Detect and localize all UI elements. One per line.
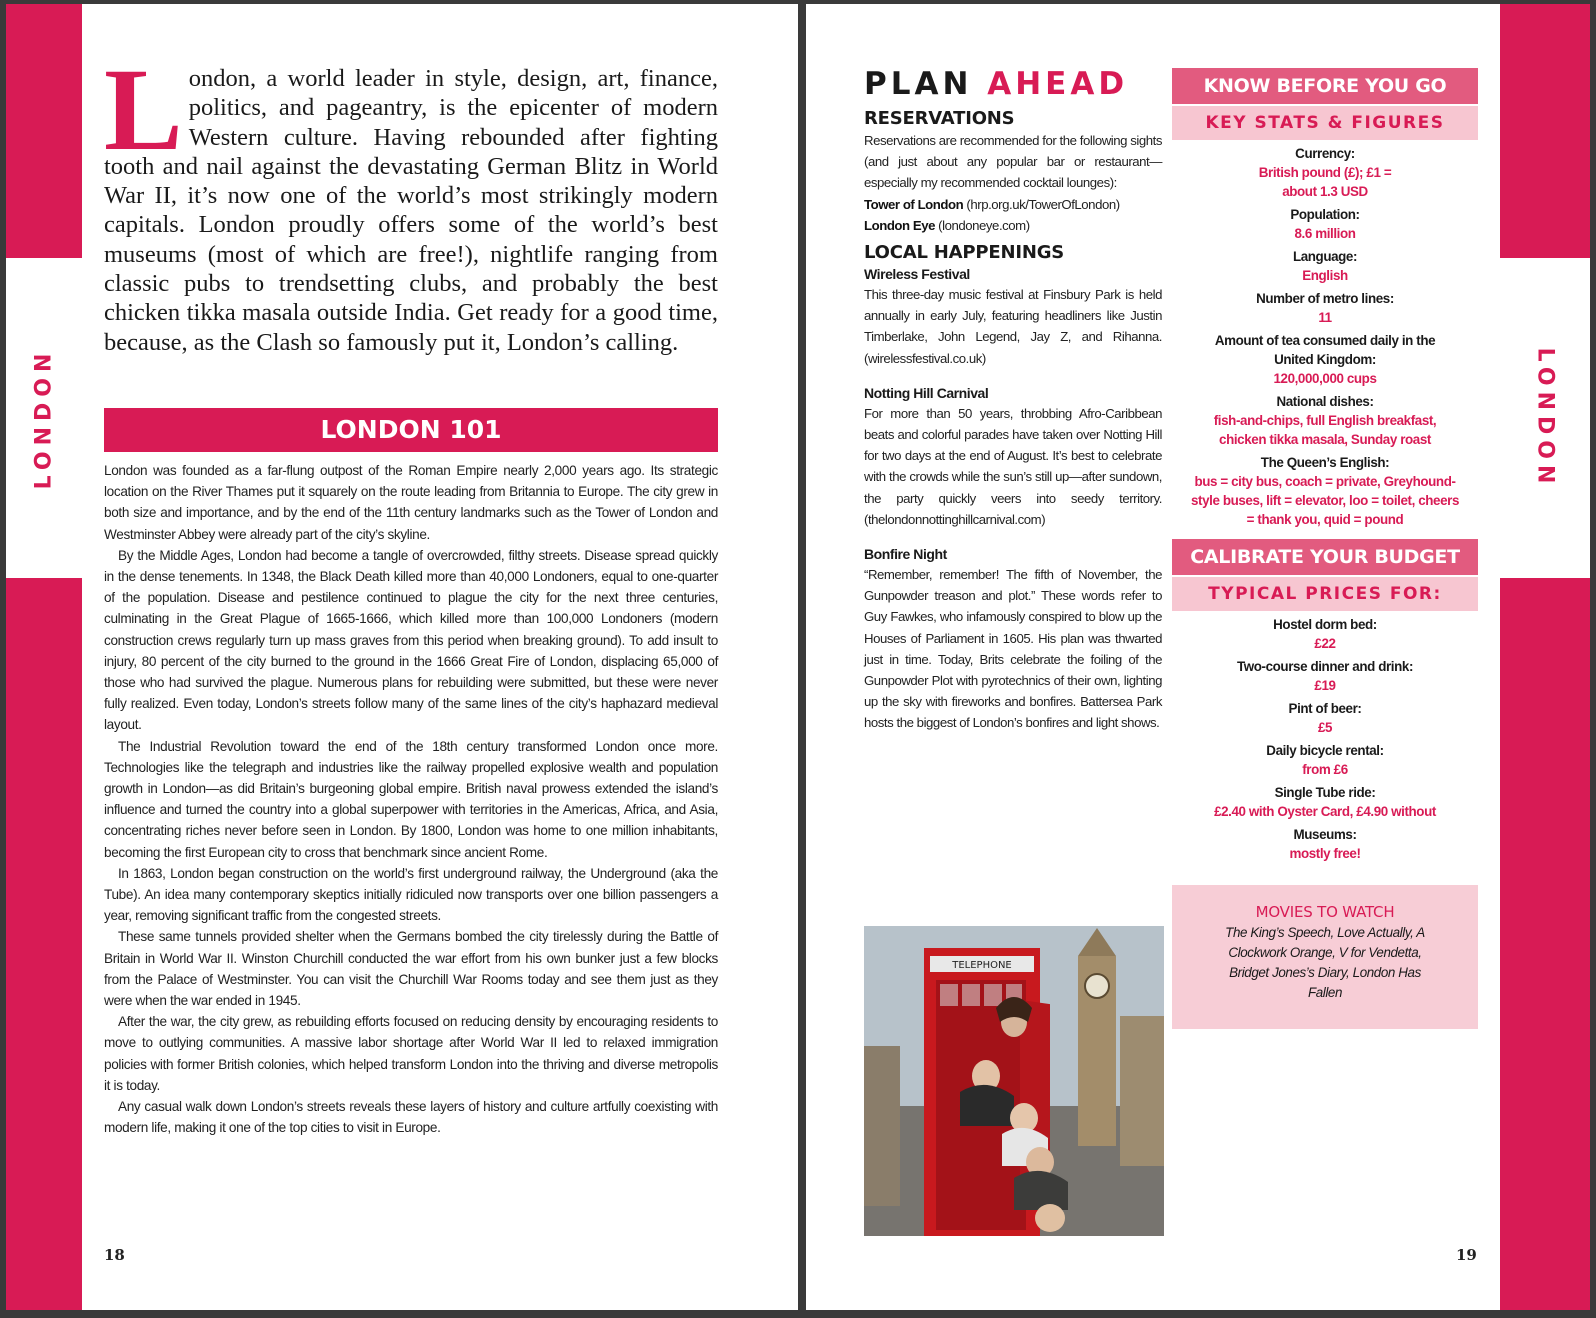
page-number: 18 <box>104 1246 125 1264</box>
stat-item <box>1172 453 1478 529</box>
price-item <box>1172 699 1478 737</box>
price-item <box>1172 825 1478 863</box>
price-item <box>1172 615 1478 653</box>
stat-label: Currency: <box>1295 146 1355 161</box>
price-value: £5 <box>1317 720 1333 735</box>
event-text: “Remember, remember! The fifth of November, the Gunpowder treason and plot.” These words refer to Guy Fawkes, who infamously conspired to blow up the Houses of Parliament in 1605. His plan was thwarted just in time. Today, Brits celebrate the foiling of the Gunpowder Plot with pyrotechnics of their own, lighting up the sky with fireworks and bonfires. Battersea Park hosts the biggest of London’s bonfires and light shows. <box>864 567 1162 731</box>
side-tab-label: LONDON <box>31 347 57 489</box>
side-tab <box>1500 258 1590 578</box>
happenings-title: LOCAL HAPPENINGS <box>864 242 1065 264</box>
stat-item <box>1172 392 1478 449</box>
price-value: £19 <box>1314 678 1336 693</box>
stat-value: 120,000,000 cups <box>1273 371 1377 386</box>
reservations-text: Reservations are recommended for the following sights (and just about any popular bar or restaurant—especially my recommended cocktail lounges): <box>864 133 1162 191</box>
heading-word-ahead: AHEAD <box>987 66 1129 102</box>
stat-label: Amount of tea consumed daily in the United Kingdom: <box>1214 333 1436 367</box>
plan-ahead-heading <box>864 66 1128 102</box>
price-value: mostly free! <box>1289 846 1361 861</box>
sidebar <box>1172 68 1478 1029</box>
paragraph: After the war, the city grew, as rebuilding efforts focused on reducing density by encouraging residents to move to outlying communities. A massive labor shortage after World War II led to relaxed immigration policies with former British colonies, which helped transform London into the thriving and diverse metropolis it is today. <box>104 1014 718 1093</box>
event-name: Bonfire Night <box>864 546 947 563</box>
stat-item <box>1172 205 1478 243</box>
intro-text: ondon, a world leader in style, design, art, finance, politics, and pageantry, is the epicenter of modern Western culture. Having rebounded after fighting tooth and nail against the devastating German Blitz in World War II, it’s now one of the world’s most strikingly modern capitals. London proudly offers some of the world’s best museums (most of which are free!), nightlife ranging from classic pubs to trendsetting clubs, and probably the best chicken tikka masala outside India. Get ready for a good time, because, as the Clash so famously put it, London’s calling. <box>104 65 718 356</box>
stat-value: fish-and-chips, full English breakfast, chicken tikka masala, Sunday roast <box>1213 413 1437 447</box>
stat-label: The Queen’s English: <box>1260 455 1390 470</box>
intro-paragraph <box>104 44 718 357</box>
edge-bar-bottom <box>6 578 82 1310</box>
phone-box-sign: TELEPHONE <box>952 960 1012 971</box>
price-item <box>1172 741 1478 779</box>
price-label: Single Tube ride: <box>1274 785 1376 800</box>
movies-box <box>1172 885 1478 1029</box>
event-text: For more than 50 years, throbbing Afro-Caribbean beats and colorful parades have taken over Notting Hill for two days at the end of August. It’s best to celebrate with the crowds while the sun’s still up—after sundown, the party quickly veers into seedy territory. (thelondonnottinghillcarnival.com) <box>864 405 1162 527</box>
price-value: £22 <box>1314 636 1336 651</box>
side-tab <box>6 258 82 578</box>
budget-band: CALIBRATE YOUR BUDGET <box>1172 539 1478 575</box>
price-value: £2.40 with Oyster Card, £4.90 without <box>1214 804 1436 819</box>
paragraph: Any casual walk down London’s streets reveals these layers of history and culture artfully coexisting with modern life, making it one of the top cities to visit in Europe. <box>104 1099 718 1136</box>
stat-item <box>1172 331 1478 388</box>
stat-label: Population: <box>1290 207 1360 222</box>
event-name: Notting Hill Carnival <box>864 384 989 401</box>
plan-column <box>864 108 1162 734</box>
know-before-band: KNOW BEFORE YOU GO <box>1172 68 1478 104</box>
drop-cap: L <box>104 44 183 175</box>
stat-item <box>1172 289 1478 327</box>
left-page <box>6 4 798 1310</box>
price-label: Museums: <box>1293 827 1357 842</box>
reservation-detail: (londoneye.com) <box>934 217 1030 233</box>
key-stats-band: KEY STATS & FIGURES <box>1172 106 1478 140</box>
event-name: Wireless Festival <box>864 266 970 283</box>
stat-item <box>1172 144 1478 201</box>
movies-list: The King’s Speech, Love Actually, A Clockwork Orange, V for Vendetta, Bridget Jones’s Diary, London Has Fallen <box>1225 925 1425 1000</box>
stat-value: English <box>1302 268 1348 283</box>
side-tab-label: LONDON <box>1532 347 1558 489</box>
photo-illustration <box>864 926 1164 1236</box>
paragraph: By the Middle Ages, London had become a tangle of overcrowded, filthy streets. Disease spread quickly in the dense tenements. In 1348, the Black Death killed more than 40,000 Londoners, equal to one-quarter of the population. Disease and pestilence continued to plague the city for the next three centuries, culminating in the Great Plague of 1665-1666, which killed more than 100,000 Londoners (modern construction crews regularly turn up mass graves from this period when breaking ground). To add insult to injury, 80 percent of the city burned to the ground in the 1666 Great Fire of London, displacing 65,000 of those who had survived the plague. Numerous plans for rebuilding were submitted, but these were never fully realized. Even today, London’s streets follow many of the same lines of the city’s haphazard medieval layout. <box>104 547 718 733</box>
movies-title: MOVIES TO WATCH <box>1255 903 1395 921</box>
page-number: 19 <box>1456 1246 1477 1264</box>
stat-value: 8.6 million <box>1294 226 1356 241</box>
reservation-item <box>864 215 1162 236</box>
body-text <box>104 460 718 1139</box>
right-page <box>806 4 1590 1310</box>
edge-bar-top <box>6 4 82 258</box>
stat-value: British pound (£); £1 = about 1.3 USD <box>1258 165 1392 199</box>
stat-label: Language: <box>1292 249 1358 264</box>
edge-bar-top <box>1500 4 1590 258</box>
phone-box-photo <box>864 926 1164 1236</box>
price-label: Hostel dorm bed: <box>1273 617 1377 632</box>
reservations-title: RESERVATIONS <box>864 108 1015 129</box>
reservation-name: London Eye <box>864 217 935 233</box>
stat-value: 11 <box>1318 310 1332 325</box>
price-label: Daily bicycle rental: <box>1266 743 1384 758</box>
price-item <box>1172 783 1478 821</box>
paragraph: The Industrial Revolution toward the end of the 18th century transformed London once more. Technologies like the telegraph and industries like the railway propelled explosive wealth and population growth in London—as did Britain’s burgeoning global empire. British naval prowess extended the island’s influence and turned the country into a global superpower with territories in the Americas, Africa, and Asia, concentrating riches never before seen in London. By 1800, London was home to one million inhabitants, becoming the first European city to cross that benchmark since ancient Rome. <box>104 738 718 860</box>
event-text: This three-day music festival at Finsbury Park is held annually in early July, featuring headliners like Justin Timberlake, John Legend, Jay Z, and Rihanna. (wirelessfestival.co.uk) <box>864 287 1162 366</box>
stat-label: Number of metro lines: <box>1256 291 1394 306</box>
stat-item <box>1172 247 1478 285</box>
section-banner: LONDON 101 <box>104 408 718 452</box>
price-value: from £6 <box>1302 762 1348 777</box>
price-item <box>1172 657 1478 695</box>
reservation-detail: (hrp.org.uk/TowerOfLondon) <box>963 196 1120 212</box>
reservation-name: Tower of London <box>864 196 964 212</box>
paragraph: In 1863, London began construction on the world’s first underground railway, the Underground (aka the Tube). An idea many contemporary skeptics initially ridiculed now transports over one billion passengers a year, removing significant traffic from the congested streets. <box>104 865 718 924</box>
paragraph: These same tunnels provided shelter when the Germans bombed the city tirelessly during the Battle of Britain in World War II. Winston Churchill conducted the war effort from his own bunker just a few blocks from the Palace of Westminster. You can visit the Churchill War Rooms today and see them just as they were when the war ended in 1945. <box>104 929 718 1009</box>
stat-label: National dishes: <box>1276 394 1374 409</box>
stat-value: bus = city bus, coach = private, Greyhound-style buses, lift = elevator, loo = toilet, cheers = thank you, quid = pound <box>1190 474 1459 527</box>
reservation-item <box>864 194 1162 215</box>
heading-word-plan: PLAN <box>864 66 973 102</box>
price-label: Two-course dinner and drink: <box>1236 659 1414 674</box>
price-label: Pint of beer: <box>1288 701 1362 716</box>
paragraph: London was founded as a far-flung outpost of the Roman Empire nearly 2,000 years ago. Its strategic location on the River Thames put it squarely on the route leading from Britannia to Europe. The city grew in both size and importance, and by the end of the 11th century landmarks such as the Tower of London and Westminster Abbey were already part of the city’s skyline. <box>104 463 718 542</box>
typical-prices-band: TYPICAL PRICES FOR: <box>1172 577 1478 611</box>
edge-bar-bottom <box>1500 578 1590 1310</box>
